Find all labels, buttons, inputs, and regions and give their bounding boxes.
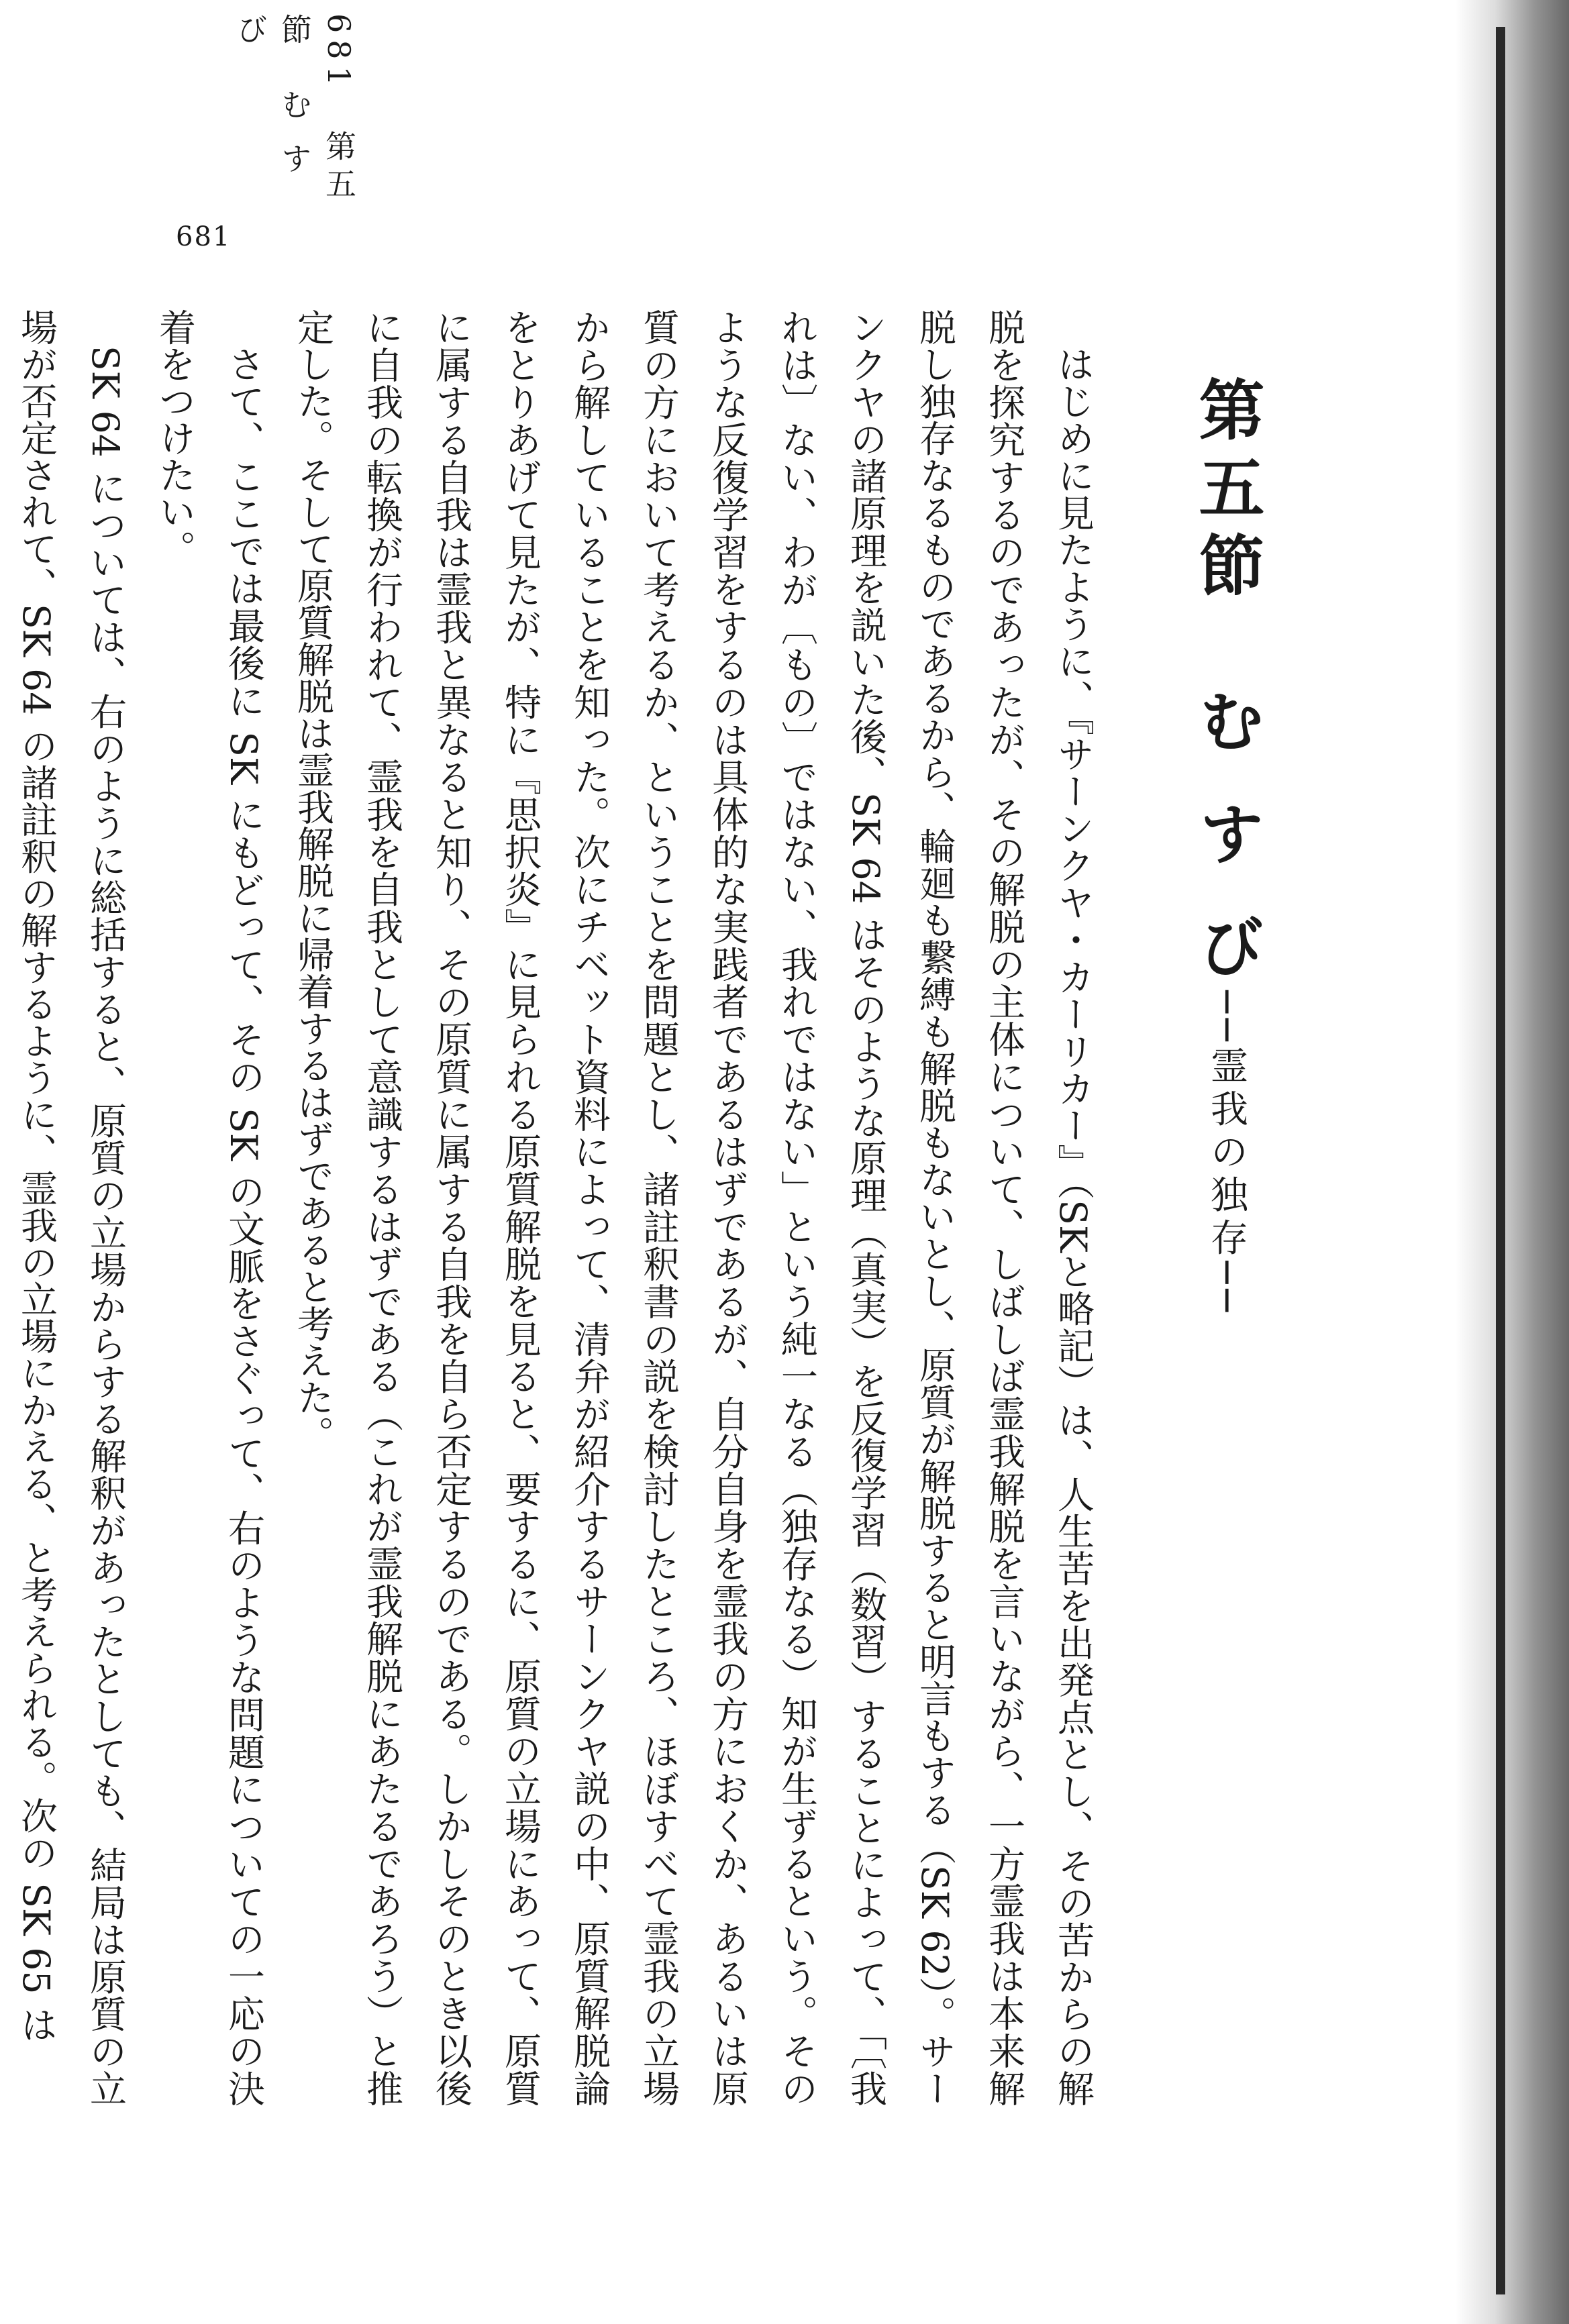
paragraph-summary: はじめに見たように、『サーンクヤ・カーリカー』（SKと略記）は、人生苦を出発点とし、その苦からの解脱を探究するのであったが、その解脱の主体について、しばしば霊我解脱を言いながら、一方霊我は本来解脱し独存なるものであるから、輪廻も繋縛も解脱もないとし、原質が解脱すると明言もする（SK 62）。サーンクヤの諸原理を説いた後、SK 64 はそのような原理（真実）を反復学習（数習）することによって、「〔我れは〕ない、わが〔もの〕ではない、我れではない」という純一なる（独存なる）知が生ずるという。そのような反復学習をするのは具体的な実践者であるはずであるが、自分自身を霊我の方におくか、あるいは原質の方において考えるか、ということを問題とし、諸註釈書の説を検討したところ、ほぼすべて霊我の立場から解していることを知った。次にチベット資料によって、清弁が紹介するサーンクヤ説の中、原質解脱論をとりあげて見たが、特に『思択炎』に見られる原質解脱を見ると、要するに、原質の立場にあって、原質に属する自我は霊我と異なると知り、その原質に属する自我を自ら否定するのである。しかしそのとき以後に自我の転換が行われて、霊我を自我として意識するはずである（これが霊我解脱にあたるであろう）と推定した。そして原質解脱は霊我解脱に帰着するはずであると考えた。	[291, 309, 1095, 2107]
paragraph-sk64: SK 64 については、右のように総括すると、原質の立場からする解釈があったとしても、結局は原質の立場が否定されて、SK 64 の諸註釈の解するように、霊我の立場にかえる、と考えられる。次の SK 65 は	[15, 309, 127, 2107]
body-text	[15, 309, 1107, 2107]
page-number: 681	[176, 221, 232, 252]
binding-edge	[1496, 27, 1505, 2294]
chapter-heading: 第五節 む す び	[1188, 376, 1265, 991]
chapter-subtitle: ──霊我の独存──	[1205, 990, 1248, 1318]
paragraph-transition: さて、ここでは最後に SK にもどって、その SK の文脈をさぐって、右のような問題についての一応の決着をつけたい。	[153, 309, 265, 2107]
running-head: 681 第五節 む す び	[232, 13, 357, 205]
binding-shadow	[1455, 0, 1569, 2324]
chapter-title	[1179, 376, 1274, 1318]
